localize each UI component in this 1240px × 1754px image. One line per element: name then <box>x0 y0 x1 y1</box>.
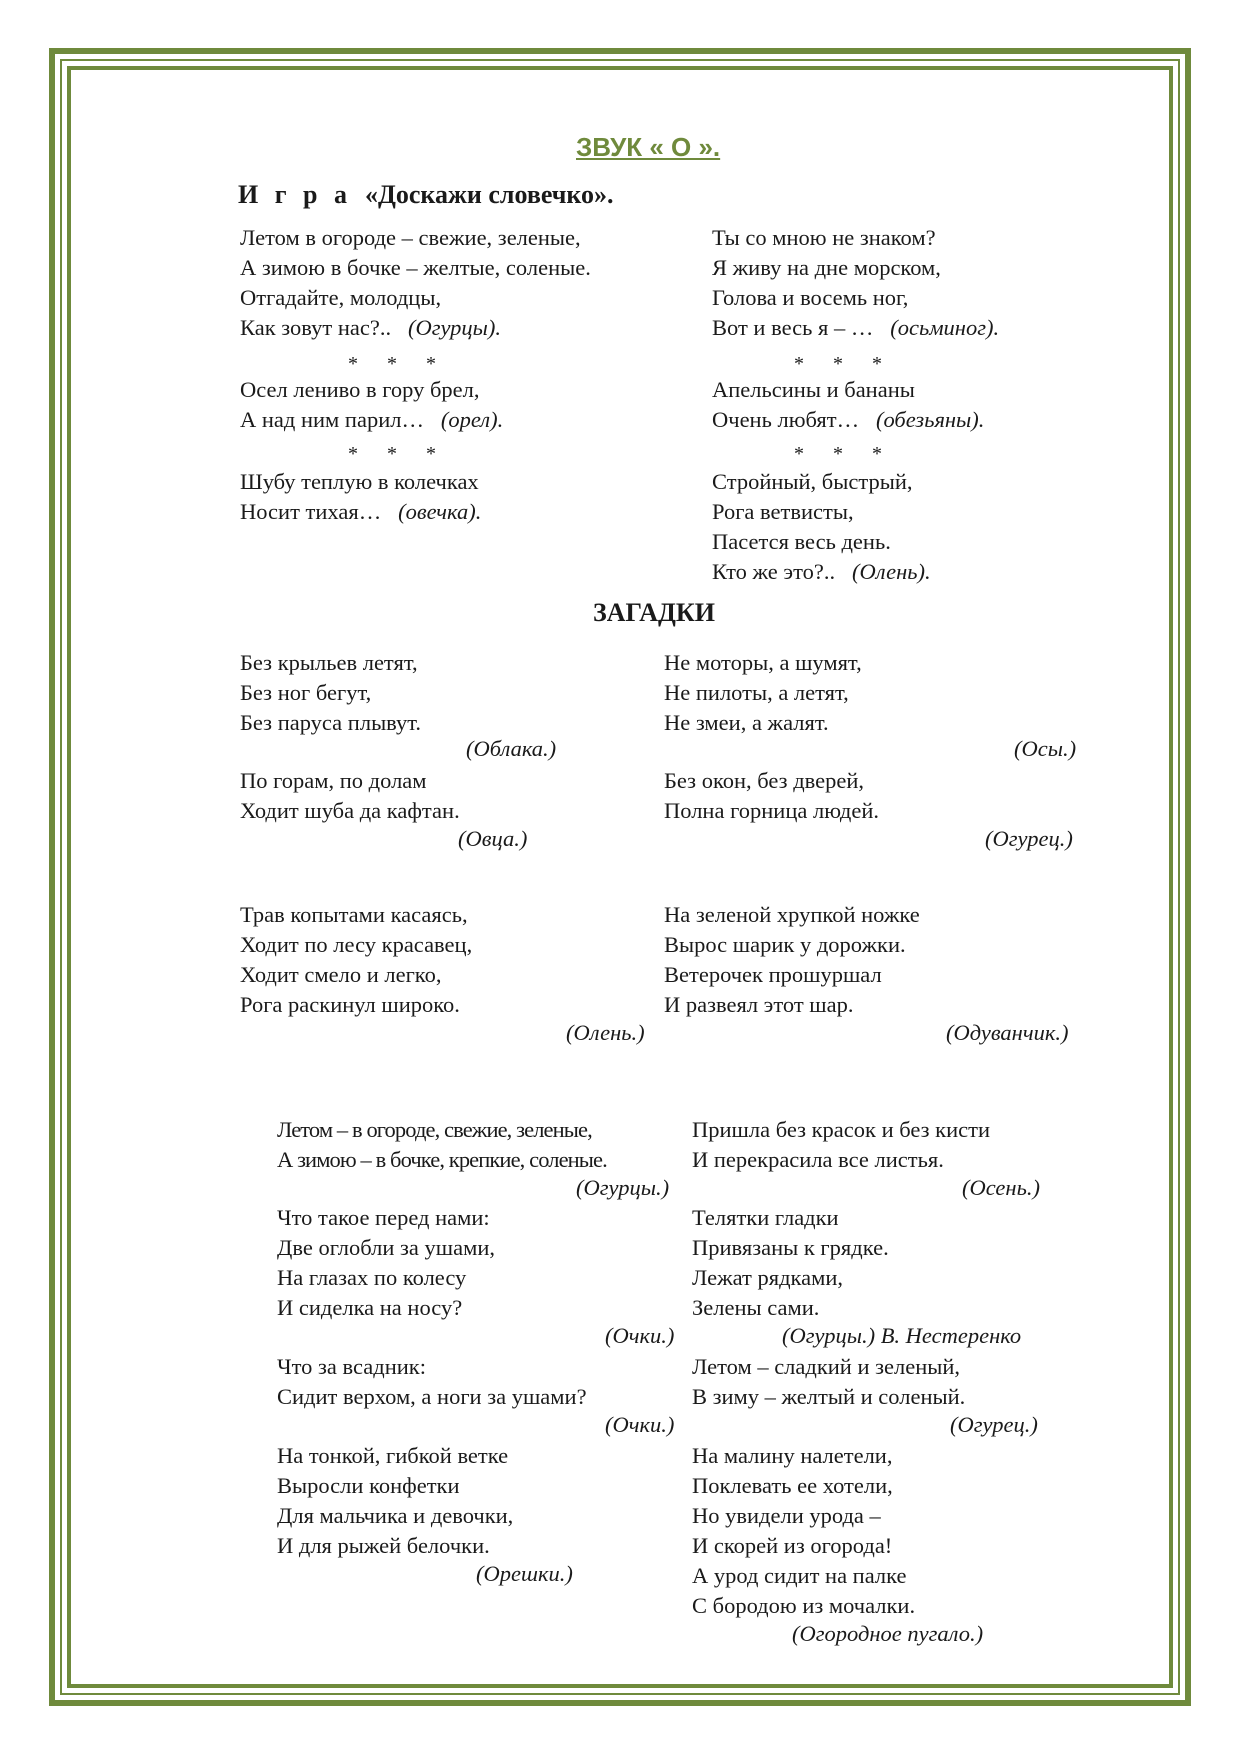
riddle-answer: (Осы.) <box>1014 736 1077 761</box>
riddle-3 <box>240 766 460 826</box>
riddle-line: На тонкой, гибкой ветке <box>277 1443 509 1468</box>
verse-line: А над ним парил… (орел). <box>240 407 504 432</box>
riddle-answer: (Осень.) <box>962 1175 1040 1200</box>
inner-border <box>67 66 1173 1688</box>
riddle-line: Сидит верхом, а ноги за ушами? <box>277 1384 587 1409</box>
riddle-line: На малину налетели, <box>692 1443 893 1468</box>
riddle-line: Телятки гладки <box>692 1205 839 1230</box>
riddle-line: И скорей из огорода! <box>692 1533 893 1558</box>
game-right-verse-3 <box>712 467 931 587</box>
separator-stars: * * * <box>348 443 448 465</box>
verse-line: Рога ветвисты, <box>712 499 854 524</box>
riddle-line: Летом – сладкий и зеленый, <box>692 1354 961 1379</box>
riddles-heading: ЗАГАДКИ <box>593 598 715 627</box>
riddle-line: По горам, по долам <box>240 768 427 793</box>
riddle-answer: (Огурцы.) <box>576 1175 670 1200</box>
verse-line: Носит тихая… (овечка). <box>240 499 482 524</box>
riddle-12 <box>692 1203 889 1323</box>
game-name: «Доскажи словечко». <box>365 180 614 209</box>
verse-line: Апельсины и бананы <box>712 377 915 402</box>
riddle-11 <box>692 1115 990 1175</box>
riddle-10 <box>277 1441 513 1561</box>
riddle-answer: (Олень.) <box>566 1020 645 1045</box>
riddle-answer: (Огурец.) <box>985 826 1073 851</box>
riddle-answer: (Огурцы.) В. Нестеренко <box>782 1323 1022 1348</box>
riddle-line: Вырос шарик у дорожки. <box>664 932 906 957</box>
riddle-line: На зеленой хрупкой ножке <box>664 902 920 927</box>
riddle-answer: (Очки.) <box>605 1323 675 1348</box>
riddle-4 <box>664 766 879 826</box>
riddle-line: В зиму – желтый и соленый. <box>692 1384 966 1409</box>
riddle-7 <box>277 1115 607 1175</box>
riddle-line: Ветерочек прошуршал <box>664 962 882 987</box>
riddle-line: Ходит шуба да кафтан. <box>240 798 460 823</box>
riddle-answer: (Огурец.) <box>950 1412 1038 1437</box>
game-right-verse-1 <box>712 223 999 343</box>
riddle-line: А зимою – в бочке, крепкие, соленые. <box>277 1147 607 1172</box>
riddle-14 <box>692 1441 915 1621</box>
verse-line: Вот и весь я – … (осьминог). <box>712 315 1000 340</box>
riddle-line: Без паруса плывут. <box>240 710 422 735</box>
riddle-1 <box>240 648 421 738</box>
answer: (Олень). <box>851 559 931 584</box>
riddle-line: Но увидели урода – <box>692 1503 881 1528</box>
riddle-line: И развеял этот шар. <box>664 992 854 1017</box>
riddle-line: И перекрасила все листья. <box>692 1147 944 1172</box>
riddle-answer: (Овца.) <box>458 826 528 851</box>
riddle-line: Ходит по лесу красавец, <box>240 932 473 957</box>
riddle-line: Не змеи, а жалят. <box>664 710 829 735</box>
answer: (Огурцы). <box>407 315 502 340</box>
verse-line: Я живу на дне морском, <box>712 255 941 280</box>
answer: (орел). <box>440 407 504 432</box>
riddle-line: А урод сидит на палке <box>692 1563 907 1588</box>
riddle-line: Лежат рядками, <box>692 1265 844 1290</box>
verse-line: Отгадайте, молодцы, <box>240 285 442 310</box>
game-left-verse-1 <box>240 223 591 343</box>
page-title: ЗВУК « О ». <box>576 132 721 162</box>
verse-line: Стройный, быстрый, <box>712 469 913 494</box>
riddle-line: Привязаны к грядке. <box>692 1235 889 1260</box>
riddle-6 <box>664 900 920 1020</box>
verse-line: Летом в огороде – свежие, зеленые, <box>240 225 581 250</box>
game-heading <box>238 180 614 210</box>
separator-stars: * * * <box>794 353 894 375</box>
riddle-answer: (Одуванчик.) <box>946 1020 1069 1045</box>
separator-stars: * * * <box>348 353 448 375</box>
riddle-line: И для рыжей белочки. <box>277 1533 490 1558</box>
game-left-verse-3 <box>240 467 481 527</box>
riddle-line: Что такое перед нами: <box>277 1205 490 1230</box>
verse-line: А зимою в бочке – желтые, соленые. <box>240 255 591 280</box>
answer: (овечка). <box>398 499 482 524</box>
verse-line: Голова и восемь ног, <box>712 285 909 310</box>
riddle-5 <box>240 900 472 1020</box>
riddle-line: Рога раскинул широко. <box>240 992 460 1017</box>
riddle-2 <box>664 648 862 738</box>
riddle-line: И сиделка на носу? <box>277 1295 463 1320</box>
riddle-line: На глазах по колесу <box>277 1265 467 1290</box>
riddle-line: Без окон, без дверей, <box>664 768 865 793</box>
verse-line: Ты со мною не знаком? <box>712 225 936 250</box>
verse-line: Кто же это?.. (Олень). <box>712 559 931 584</box>
riddle-line: Ходит смело и легко, <box>240 962 442 987</box>
answer: (осьминог). <box>890 315 1000 340</box>
riddle-answer: (Облака.) <box>466 736 557 761</box>
riddle-13 <box>692 1352 965 1412</box>
riddle-line: Не пилоты, а летят, <box>664 680 849 705</box>
riddle-line: Поклевать ее хотели, <box>692 1473 893 1498</box>
riddle-line: Полна горница людей. <box>664 798 879 823</box>
verse-line: Осел лениво в гору брел, <box>240 377 480 402</box>
riddle-line: Две оглобли за ушами, <box>277 1235 496 1260</box>
riddle-line: Без ног бегут, <box>240 680 372 705</box>
riddle-line: Летом – в огороде, свежие, зеленые, <box>277 1117 592 1142</box>
riddle-line: Пришла без красок и без кисти <box>692 1117 991 1142</box>
verse-line: Пасется весь день. <box>712 529 891 554</box>
game-left-verse-2 <box>240 375 503 435</box>
riddle-8 <box>277 1203 495 1323</box>
game-prefix: И г р а <box>238 180 352 209</box>
riddle-answer: (Орешки.) <box>476 1561 573 1586</box>
riddle-line: С бородою из мочалки. <box>692 1593 916 1618</box>
riddle-answer: (Огородное пугало.) <box>792 1621 984 1646</box>
riddle-line: Для мальчика и девочки, <box>277 1503 514 1528</box>
riddle-answer: (Очки.) <box>605 1412 675 1437</box>
answer: (обезьяны). <box>875 407 985 432</box>
verse-line: Как зовут нас?.. (Огурцы). <box>240 315 502 340</box>
game-right-verse-2 <box>712 375 984 435</box>
verse-line: Шубу теплую в колечках <box>240 469 479 494</box>
separator-stars: * * * <box>794 443 894 465</box>
riddle-line: Без крыльев летят, <box>240 650 418 675</box>
riddle-line: Выросли конфетки <box>277 1473 460 1498</box>
verse-line: Очень любят… (обезьяны). <box>712 407 985 432</box>
riddle-line: Зелены сами. <box>692 1295 820 1320</box>
riddle-line: Что за всадник: <box>277 1354 426 1379</box>
riddle-line: Трав копытами касаясь, <box>240 902 468 927</box>
riddle-line: Не моторы, а шумят, <box>664 650 862 675</box>
riddle-9 <box>277 1352 587 1412</box>
